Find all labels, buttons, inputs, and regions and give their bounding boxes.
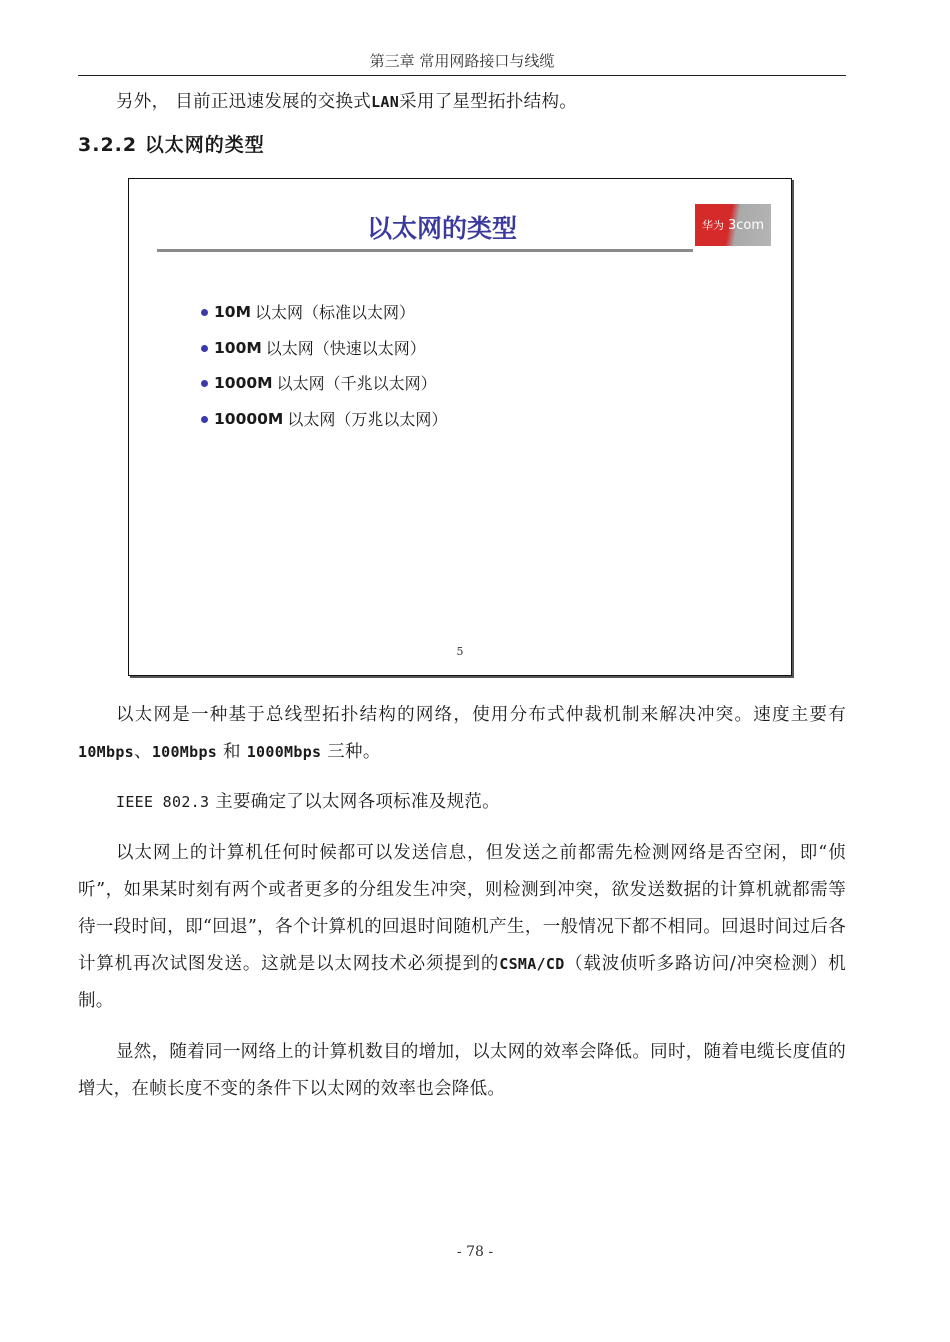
page-number: - 78 -: [456, 1244, 494, 1260]
p1-end: 三种。: [327, 742, 381, 762]
bullet-description: 以太网（标准以太网）: [255, 303, 416, 322]
p1-and: 和: [223, 742, 241, 762]
bullet-description: 以太网（万兆以太网）: [287, 409, 448, 429]
slide-bullet-list: [201, 295, 447, 437]
huawei-3com-logo: [695, 204, 771, 246]
p3-term: CSMA/CD: [499, 955, 565, 973]
section-heading: 3.2.2 以太网的类型: [78, 134, 265, 156]
header-rule: [78, 75, 846, 76]
p1-separator: 、: [134, 742, 152, 762]
bullet-description: 以太网（千兆以太网）: [276, 374, 437, 393]
p2-term: IEEE 802.3: [116, 793, 210, 811]
running-header: 第三章 常用网路接口与线缆: [369, 52, 555, 70]
p3-text-end: （载波侦听多路访问/冲突检测）机制。: [78, 954, 846, 1011]
body-paragraph-efficiency: 显然，随着同一网络上的计算机数目的增加，以太网的效率会降低。同时，随着电缆长度值的增大，在帧长度不变的条件下以太网的效率也会降低。: [78, 1042, 846, 1099]
bullet-description: 以太网（快速以太网）: [265, 338, 426, 358]
intro-suffix: 采用了星型拓扑结构。: [399, 92, 578, 112]
bullet-dot-icon: [201, 345, 208, 352]
intro-paragraph: [78, 84, 846, 121]
bullet-speed: 10M: [214, 303, 251, 321]
body-paragraph-ieee: [78, 784, 846, 821]
logo-text-huawei: 华为: [701, 219, 724, 232]
intro-prefix: 另外， 目前正迅速发展的交换式: [116, 92, 372, 112]
bullet-speed: 100M: [214, 338, 262, 357]
slide-bullet-item: [201, 366, 447, 402]
p1-text: 以太网是一种基于总线型拓扑结构的网络，使用分布式仲裁机制来解决冲突。速度主要有: [116, 705, 846, 725]
logo-text-3com: 3com: [727, 217, 765, 233]
bullet-dot-icon: [201, 416, 208, 423]
p1-speed-100: 100Mbps: [151, 743, 218, 761]
bullet-speed: 10000M: [214, 409, 284, 428]
slide-title-rule: [157, 249, 693, 252]
slide-title: 以太网的类型: [366, 214, 517, 243]
bullet-dot-icon: [201, 380, 208, 387]
p1-speed-10: 10Mbps: [78, 743, 134, 761]
intro-term-lan: LAN: [371, 93, 400, 111]
p2-text: 主要确定了以太网各项标准及规范。: [215, 792, 500, 812]
slide-bullet-item: [201, 295, 447, 331]
p3-text: 以太网上的计算机任何时候都可以发送信息，但发送之前都需先检测网络是否空闲，即“侦听”，如果某时刻有两个或者更多的分组发生冲突，则检测到冲突，欲发送数据的计算机就都需等待一段时间，即“回退”，各个计算机的回退时间随机产生，一般情况下都不相同。回退时间过后各计算机再次试图发送。这就是以太网技术必须提到的: [78, 843, 846, 974]
bullet-speed: 1000M: [214, 374, 273, 392]
p1-speed-1000: 1000Mbps: [246, 743, 322, 761]
body-paragraph-speeds: [78, 697, 846, 771]
body-paragraph-csma: [78, 835, 846, 1020]
slide-bullet-item: [201, 402, 447, 438]
slide-bullet-item: [201, 331, 447, 367]
bullet-dot-icon: [201, 309, 208, 316]
slide-number: 5: [456, 645, 464, 658]
slide-figure: [128, 178, 792, 676]
